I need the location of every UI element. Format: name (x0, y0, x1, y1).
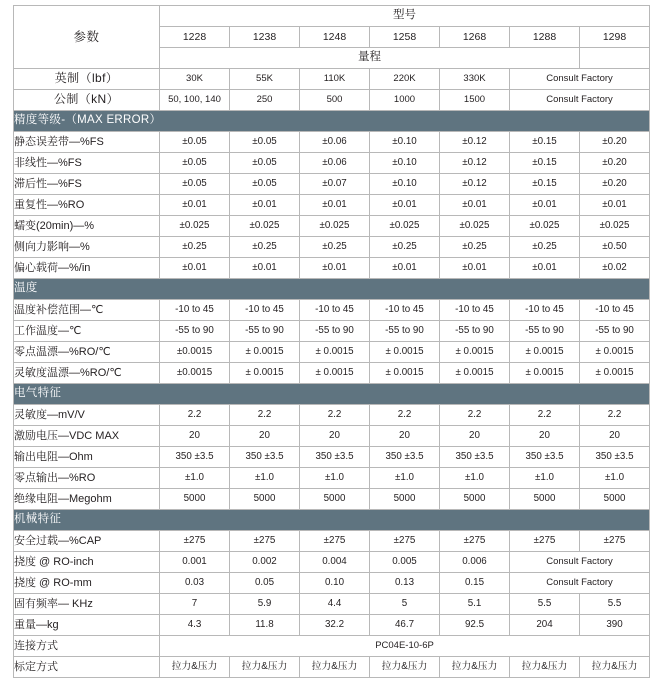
spec-cell: 拉力&压力 (160, 657, 230, 678)
spec-row (14, 447, 650, 468)
spec-cell: 20 (300, 426, 370, 447)
spec-cell: 2.2 (230, 405, 300, 426)
spec-row (14, 258, 650, 279)
spec-row-label: 灵敏度—mV/V (14, 405, 160, 426)
spec-cell: ±0.01 (300, 258, 370, 279)
spec-cell: ±0.20 (580, 174, 650, 195)
spec-cell: 4.3 (160, 615, 230, 636)
spec-cell: ±0.05 (230, 153, 300, 174)
spec-cell: 46.7 (370, 615, 440, 636)
spec-cell: ± 0.0015 (580, 363, 650, 384)
capacity-cell-consult: Consult Factory (510, 90, 650, 111)
spec-cell: -55 to 90 (580, 321, 650, 342)
spec-row-label: 固有频率— KHz (14, 594, 160, 615)
spec-cell: ±0.05 (230, 132, 300, 153)
spec-cell: 350 ±3.5 (510, 447, 580, 468)
spec-row-label: 侧向力影响—% (14, 237, 160, 258)
spec-cell: ±0.01 (160, 195, 230, 216)
spec-row (14, 468, 650, 489)
spec-cell: ± 0.0015 (230, 363, 300, 384)
spec-cell: 2.2 (510, 405, 580, 426)
spec-cell-span: Consult Factory (510, 573, 650, 594)
spec-row (14, 300, 650, 321)
spec-cell: 拉力&压力 (230, 657, 300, 678)
model-header-1248: 1248 (300, 27, 370, 48)
spec-cell: -55 to 90 (510, 321, 580, 342)
spec-cell: ±0.15 (510, 153, 580, 174)
spec-cell: 11.8 (230, 615, 300, 636)
spec-cell: ±0.06 (300, 132, 370, 153)
spec-cell: -55 to 90 (440, 321, 510, 342)
spec-cell: ±275 (160, 531, 230, 552)
spec-cell: ±0.25 (440, 237, 510, 258)
spec-cell: ±0.025 (580, 216, 650, 237)
section-title: 电气特征 (14, 384, 650, 405)
spec-cell: ±0.15 (510, 174, 580, 195)
spec-row-label: 连接方式 (14, 636, 160, 657)
spec-cell: ±0.25 (370, 237, 440, 258)
capacity-cell: 50, 100, 140 (160, 90, 230, 111)
spec-cell: ±0.06 (300, 153, 370, 174)
spec-cell: ±0.01 (510, 258, 580, 279)
spec-cell: ±0.0015 (160, 363, 230, 384)
spec-cell: 0.005 (370, 552, 440, 573)
capacity-cell: 220K (370, 69, 440, 90)
spec-cell: 0.004 (300, 552, 370, 573)
spec-cell: ±0.12 (440, 174, 510, 195)
spec-cell: ± 0.0015 (300, 342, 370, 363)
spec-row (14, 573, 650, 594)
spec-row-label: 重复性—%RO (14, 195, 160, 216)
spec-cell: 5000 (440, 489, 510, 510)
spec-cell: 0.13 (370, 573, 440, 594)
spec-cell: 350 ±3.5 (300, 447, 370, 468)
spec-cell: ±1.0 (510, 468, 580, 489)
model-header-1288: 1288 (510, 27, 580, 48)
spec-cell: ±275 (300, 531, 370, 552)
spec-row-label: 非线性—%FS (14, 153, 160, 174)
spec-cell: ± 0.0015 (300, 363, 370, 384)
range-header-spacer (580, 48, 650, 69)
spec-row (14, 195, 650, 216)
spec-cell: ±0.01 (510, 195, 580, 216)
spec-cell: 2.2 (580, 405, 650, 426)
spec-cell: -55 to 90 (300, 321, 370, 342)
spec-cell: 0.05 (230, 573, 300, 594)
capacity-row (14, 90, 650, 111)
spec-cell: 5000 (510, 489, 580, 510)
spec-cell: ±0.01 (230, 258, 300, 279)
spec-cell: ±0.0015 (160, 342, 230, 363)
spec-cell: ±0.25 (230, 237, 300, 258)
spec-cell: -10 to 45 (370, 300, 440, 321)
spec-cell: ± 0.0015 (370, 363, 440, 384)
spec-row-label: 滞后性—%FS (14, 174, 160, 195)
spec-row-label: 温度补偿范围—℃ (14, 300, 160, 321)
spec-row-label: 灵敏度温漂—%RO/℃ (14, 363, 160, 384)
section-header-row (14, 384, 650, 405)
model-header-1258: 1258 (370, 27, 440, 48)
spec-cell: 拉力&压力 (510, 657, 580, 678)
spec-cell: 2.2 (300, 405, 370, 426)
capacity-cell: 110K (300, 69, 370, 90)
spec-row (14, 615, 650, 636)
spec-cell: 0.002 (230, 552, 300, 573)
spec-cell: ±1.0 (440, 468, 510, 489)
spec-row (14, 594, 650, 615)
spec-cell: ± 0.0015 (580, 342, 650, 363)
spec-cell: ±0.01 (580, 195, 650, 216)
section-title: 温度 (14, 279, 650, 300)
model-header-1298: 1298 (580, 27, 650, 48)
spec-row (14, 489, 650, 510)
spec-cell: ± 0.0015 (230, 342, 300, 363)
spec-cell: 92.5 (440, 615, 510, 636)
spec-cell: ±0.01 (440, 195, 510, 216)
spec-cell: ±0.10 (370, 132, 440, 153)
spec-cell: -55 to 90 (230, 321, 300, 342)
spec-cell: 0.001 (160, 552, 230, 573)
spec-cell: 390 (580, 615, 650, 636)
spec-cell: ±0.25 (300, 237, 370, 258)
spec-cell: 7 (160, 594, 230, 615)
spec-cell: ±0.20 (580, 153, 650, 174)
spec-cell: 20 (370, 426, 440, 447)
spec-cell: ±0.025 (160, 216, 230, 237)
spec-cell: ±1.0 (580, 468, 650, 489)
spec-cell: 5000 (160, 489, 230, 510)
spec-row-label: 安全过载—%CAP (14, 531, 160, 552)
spec-cell: 2.2 (370, 405, 440, 426)
spec-cell: ±0.025 (370, 216, 440, 237)
spec-cell: ±0.01 (370, 258, 440, 279)
spec-cell: 5000 (580, 489, 650, 510)
spec-cell: 20 (230, 426, 300, 447)
range-header: 量程 (160, 48, 580, 69)
spec-cell: ±0.10 (370, 174, 440, 195)
spec-row (14, 132, 650, 153)
spec-cell: -55 to 90 (370, 321, 440, 342)
spec-cell: ±0.05 (160, 153, 230, 174)
spec-cell: 350 ±3.5 (160, 447, 230, 468)
spec-cell: 4.4 (300, 594, 370, 615)
spec-cell: ±0.50 (580, 237, 650, 258)
spec-row (14, 552, 650, 573)
spec-cell: 5.5 (580, 594, 650, 615)
spec-row (14, 636, 650, 657)
spec-cell: ±0.01 (370, 195, 440, 216)
spec-row-label: 重量—kg (14, 615, 160, 636)
spec-row (14, 342, 650, 363)
spec-cell: 350 ±3.5 (230, 447, 300, 468)
spec-cell: 20 (160, 426, 230, 447)
spec-cell: ±1.0 (370, 468, 440, 489)
spec-row (14, 531, 650, 552)
spec-cell: ±0.01 (230, 195, 300, 216)
spec-row (14, 363, 650, 384)
capacity-cell: 1500 (440, 90, 510, 111)
section-title: 精度等级-（MAX ERROR） (14, 111, 650, 132)
section-header-row (14, 111, 650, 132)
spec-cell: ±0.01 (440, 258, 510, 279)
spec-row (14, 321, 650, 342)
spec-cell: ±0.05 (230, 174, 300, 195)
spec-cell: ± 0.0015 (510, 342, 580, 363)
spec-cell: ± 0.0015 (440, 363, 510, 384)
spec-cell: ±275 (230, 531, 300, 552)
table-header-row-group (14, 6, 650, 27)
spec-cell-span: Consult Factory (510, 552, 650, 573)
spec-cell: ± 0.0015 (440, 342, 510, 363)
spec-cell: ±0.12 (440, 153, 510, 174)
spec-cell: -10 to 45 (230, 300, 300, 321)
spec-cell: 5000 (370, 489, 440, 510)
spec-cell: 204 (510, 615, 580, 636)
spec-cell: 拉力&压力 (300, 657, 370, 678)
spec-cell: 5000 (230, 489, 300, 510)
spec-row-label: 输出电阻—Ohm (14, 447, 160, 468)
spec-cell-span: PC04E-10-6P (160, 636, 650, 657)
spec-row (14, 405, 650, 426)
spec-cell: 5000 (300, 489, 370, 510)
capacity-cell: 250 (230, 90, 300, 111)
specification-table-container (13, 5, 650, 678)
spec-row-label: 静态误差带—%FS (14, 132, 160, 153)
spec-cell: 0.006 (440, 552, 510, 573)
spec-cell: ±275 (440, 531, 510, 552)
spec-row (14, 216, 650, 237)
spec-cell: -10 to 45 (440, 300, 510, 321)
spec-cell: 0.03 (160, 573, 230, 594)
spec-row-label: 蠕变(20min)—% (14, 216, 160, 237)
spec-cell: 20 (580, 426, 650, 447)
spec-cell: 2.2 (160, 405, 230, 426)
model-header-1228: 1228 (160, 27, 230, 48)
spec-row-label: 激励电压—VDC MAX (14, 426, 160, 447)
spec-cell: ±0.025 (510, 216, 580, 237)
spec-cell: 5.1 (440, 594, 510, 615)
spec-row-label: 零点输出—%RO (14, 468, 160, 489)
spec-cell: ±0.15 (510, 132, 580, 153)
section-header-row (14, 279, 650, 300)
capacity-cell: 30K (160, 69, 230, 90)
spec-cell: ±275 (580, 531, 650, 552)
spec-cell: 拉力&压力 (440, 657, 510, 678)
spec-cell: ±1.0 (300, 468, 370, 489)
spec-cell: ±1.0 (230, 468, 300, 489)
capacity-cell-consult: Consult Factory (510, 69, 650, 90)
spec-cell: ±0.10 (370, 153, 440, 174)
load-cell-specification-table (13, 5, 650, 678)
spec-cell: ±0.07 (300, 174, 370, 195)
model-group-header: 型号 (160, 6, 650, 27)
spec-row (14, 426, 650, 447)
spec-row (14, 174, 650, 195)
spec-cell: ±0.025 (440, 216, 510, 237)
spec-cell: 5 (370, 594, 440, 615)
spec-cell: -10 to 45 (160, 300, 230, 321)
spec-row-label: 挠度 @ RO-inch (14, 552, 160, 573)
spec-cell: -10 to 45 (510, 300, 580, 321)
spec-cell: 5.9 (230, 594, 300, 615)
spec-cell: 350 ±3.5 (440, 447, 510, 468)
capacity-cell: 500 (300, 90, 370, 111)
spec-cell: 350 ±3.5 (370, 447, 440, 468)
spec-cell: -10 to 45 (300, 300, 370, 321)
spec-row (14, 657, 650, 678)
spec-cell: 拉力&压力 (580, 657, 650, 678)
spec-cell: ±0.02 (580, 258, 650, 279)
spec-row (14, 153, 650, 174)
spec-cell: 5.5 (510, 594, 580, 615)
spec-cell: 350 ±3.5 (580, 447, 650, 468)
spec-cell: ±275 (370, 531, 440, 552)
spec-cell: 20 (440, 426, 510, 447)
spec-cell: ± 0.0015 (510, 363, 580, 384)
section-title: 机械特征 (14, 510, 650, 531)
spec-cell: 32.2 (300, 615, 370, 636)
spec-cell: -10 to 45 (580, 300, 650, 321)
spec-cell: ±0.05 (160, 132, 230, 153)
spec-cell: 0.10 (300, 573, 370, 594)
spec-cell: 0.15 (440, 573, 510, 594)
section-header-row (14, 510, 650, 531)
spec-row-label: 标定方式 (14, 657, 160, 678)
spec-cell: 20 (510, 426, 580, 447)
spec-cell: ±0.25 (160, 237, 230, 258)
spec-cell: ±0.025 (230, 216, 300, 237)
capacity-row-label: 英制（lbf） (14, 69, 160, 90)
param-column-header: 参数 (14, 6, 160, 69)
spec-cell: ±0.12 (440, 132, 510, 153)
capacity-row-label: 公制（kN） (14, 90, 160, 111)
spec-cell: ± 0.0015 (370, 342, 440, 363)
spec-row-label: 工作温度—℃ (14, 321, 160, 342)
spec-cell: ±0.20 (580, 132, 650, 153)
spec-cell: ±0.05 (160, 174, 230, 195)
spec-row (14, 237, 650, 258)
spec-row-label: 零点温漂—%RO/℃ (14, 342, 160, 363)
spec-cell: ±0.01 (300, 195, 370, 216)
capacity-cell: 55K (230, 69, 300, 90)
spec-cell: ±1.0 (160, 468, 230, 489)
spec-cell: 拉力&压力 (370, 657, 440, 678)
capacity-cell: 1000 (370, 90, 440, 111)
spec-cell: ±275 (510, 531, 580, 552)
spec-row-label: 挠度 @ RO-mm (14, 573, 160, 594)
model-header-1238: 1238 (230, 27, 300, 48)
model-header-1268: 1268 (440, 27, 510, 48)
spec-row-label: 偏心载荷—%/in (14, 258, 160, 279)
capacity-cell: 330K (440, 69, 510, 90)
spec-cell: 2.2 (440, 405, 510, 426)
spec-row-label: 绝缘电阻—Megohm (14, 489, 160, 510)
spec-cell: ±0.25 (510, 237, 580, 258)
spec-cell: -55 to 90 (160, 321, 230, 342)
spec-cell: ±0.01 (160, 258, 230, 279)
spec-cell: ±0.025 (300, 216, 370, 237)
capacity-row (14, 69, 650, 90)
